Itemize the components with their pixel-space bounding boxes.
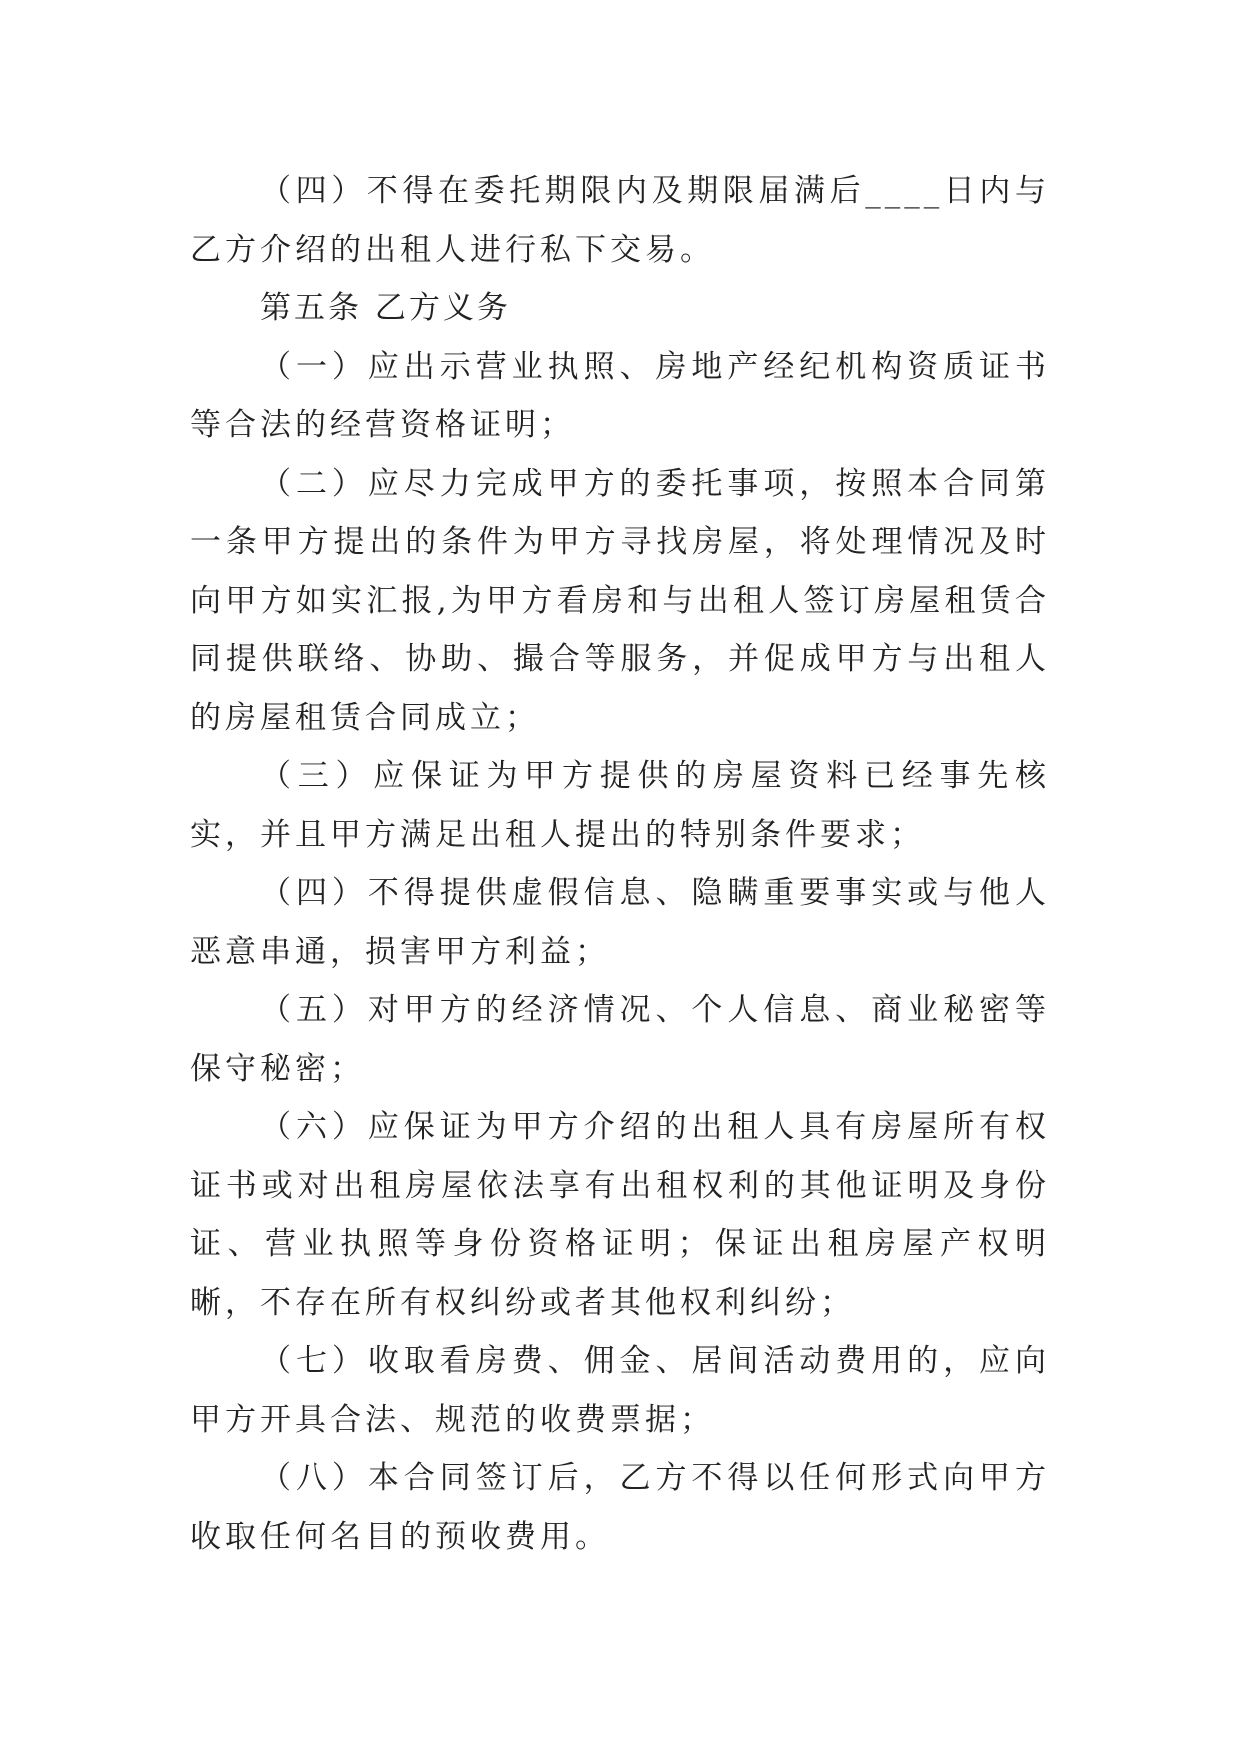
- clause-5-3-text: （三）应保证为甲方提供的房屋资料已经事先核实，并且甲方满足出租人提出的特别条件要求；: [190, 758, 1050, 853]
- clause-5-7-text: （七）收取看房费、佣金、居间活动费用的，应向甲方开具合法、规范的收费票据；: [190, 1343, 1050, 1438]
- clause-5-1-text: （一）应出示营业执照、房地产经纪机构资质证书等合法的经营资格证明；: [190, 348, 1050, 443]
- clause-4-4-text: （四）不得在委托期限内及期限届满后____日内与乙方介绍的出租人进行私下交易。: [190, 173, 1050, 268]
- clause-5-8-text: （八）本合同签订后，乙方不得以任何形式向甲方收取任何名目的预收费用。: [190, 1460, 1050, 1555]
- clause-5-5-text: （五）对甲方的经济情况、个人信息、商业秘密等保守秘密；: [190, 992, 1050, 1087]
- article-5-heading: 第五条 乙方义务: [260, 290, 511, 326]
- clause-5-6-text: （六）应保证为甲方介绍的出租人具有房屋所有权证书或对出租房屋依法享有出租权利的其他证明及身份证、营业执照等身份资格证明；保证出租房屋产权明晰，不存在所有权纠纷或者其他权利纠纷；: [190, 1109, 1050, 1321]
- document-body: [190, 162, 1050, 1566]
- clause-5-4-text: （四）不得提供虚假信息、隐瞒重要事实或与他人恶意串通，损害甲方利益；: [190, 875, 1050, 970]
- clause-5-2-text: （二）应尽力完成甲方的委托事项，按照本合同第一条甲方提出的条件为甲方寻找房屋，将处理情况及时向甲方如实汇报,为甲方看房和与出租人签订房屋租赁合同提供联络、协助、撮合等服务，并促成甲方与出租人的房屋租赁合同成立；: [190, 465, 1050, 736]
